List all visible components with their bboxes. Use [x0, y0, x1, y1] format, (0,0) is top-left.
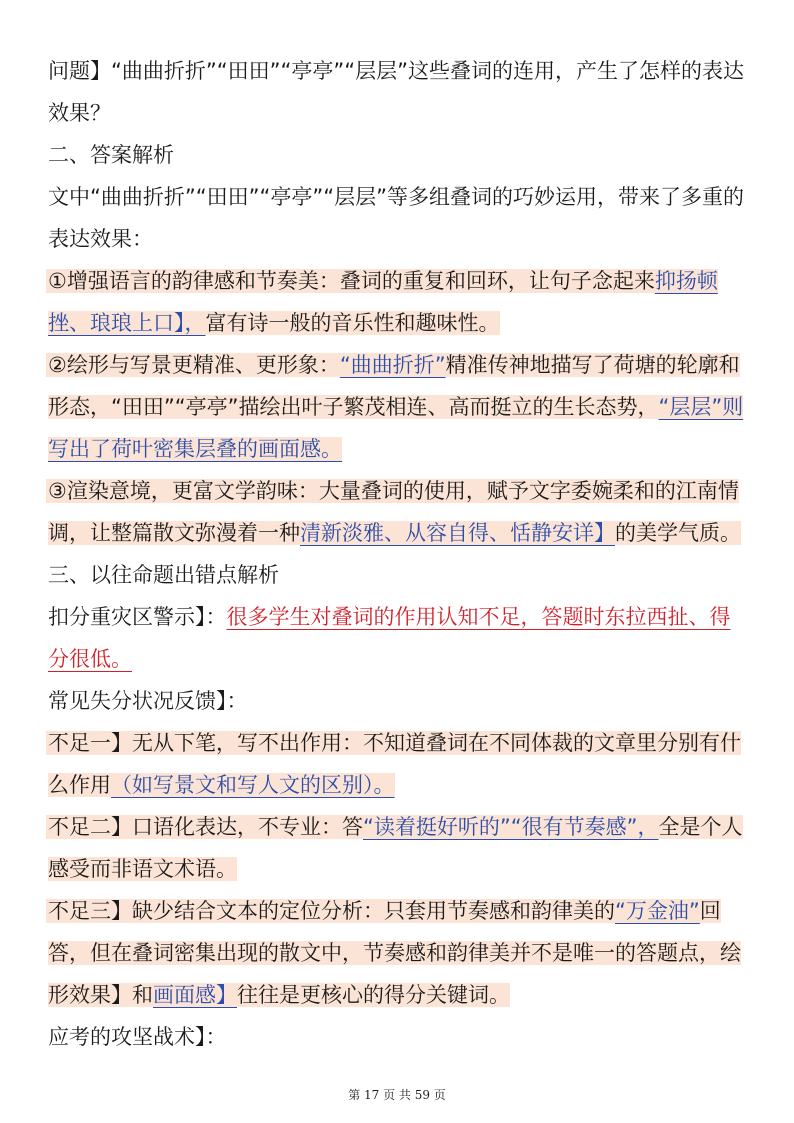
lack3-highlight-2: 画面感】 [153, 983, 237, 1007]
item1-tail: 富有诗一般的音乐性和趣味性。 [205, 311, 500, 335]
item1-text: ①增强语言的韵律感和节奏美：叠词的重复和回环，让句子念起来 [48, 269, 655, 293]
item3-tail: 的美学气质。 [615, 521, 741, 545]
lack1-highlight: （如写景文和写人文的区别）。 [111, 773, 395, 797]
lack2-tail: 全是个人感受而非语文术语。 [48, 815, 743, 881]
lack1-text: 不足一】无从下笔，写不出作用：不知道叠词在不同体裁的文章里分别有什么作用 [48, 731, 741, 797]
lack-item-2 [48, 806, 748, 890]
lack2-highlight: “读着挺好听的”“很有节奏感”， [363, 815, 659, 839]
answer-item-1 [48, 260, 748, 344]
lack-item-1 [48, 722, 748, 806]
item3-text: ③渲染意境，更富文学韵味：大量叠词的使用，赋予文字委婉柔和的江南情调，让整篇散文弥漫着一种 [48, 479, 739, 545]
warning-label: 扣分重灾区警示】： [48, 605, 227, 629]
item1-highlight: 抑扬顿挫、琅琅上口】， [48, 269, 718, 335]
lack3-middle: 回答，但在叠词密集出现的散文中，节奏感和韵律美并不是唯一的答题点，绘形效果】和 [48, 899, 741, 1007]
answer-item-3 [48, 470, 748, 554]
answer-intro: 文中“曲曲折折”“田田”“亭亭”“层层”等多组叠词的巧妙运用，带来了多重的表达效果： [48, 185, 745, 251]
section-heading-answer: 二、答案解析 [48, 143, 174, 167]
page-number: 第 17 页 共 59 页 [348, 1088, 446, 1102]
warning-text: 很多学生对叠词的作用认知不足，答题时东拉西扯、得分很低。 [48, 605, 731, 671]
item2-highlight-1: “曲曲折折” [339, 353, 446, 377]
lack3-tail: 往往是更核心的得分关键词。 [237, 983, 510, 1007]
lack-item-3 [48, 890, 748, 1016]
tactic-title: 应考的攻坚战术】： [48, 1025, 227, 1049]
warning-line [48, 596, 748, 680]
lack2-text: 不足二】口语化表达，不专业：答 [48, 815, 363, 839]
item2-text: ②绘形与写景更精准、更形象： [48, 353, 340, 377]
feedback-title: 常见失分状况反馈】： [48, 689, 248, 713]
document-body [48, 50, 748, 1058]
question-text: 问题】“曲曲折折”“田田”“亭亭”“层层”这些叠词的连用，产生了怎样的表达效果？ [48, 59, 745, 125]
item3-highlight: 清新淡雅、从容自得、恬静安详】 [300, 521, 615, 545]
lack3-highlight-1: “万金油” [615, 899, 700, 923]
item2-highlight-2: “层层”则写出了荷叶密集层叠的画面感。 [48, 395, 744, 461]
item2-middle: 精准传神地描写了荷塘的轮廓和形态，“田田”“亭亭”描绘出叶子繁茂相连、高而挺立的生长态势， [48, 353, 740, 419]
answer-item-2 [48, 344, 748, 470]
section-heading-errors: 三、以往命题出错点解析 [48, 563, 279, 587]
lack3-text: 不足三】缺少结合文本的定位分析：只套用节奏感和韵律美的 [48, 899, 615, 923]
